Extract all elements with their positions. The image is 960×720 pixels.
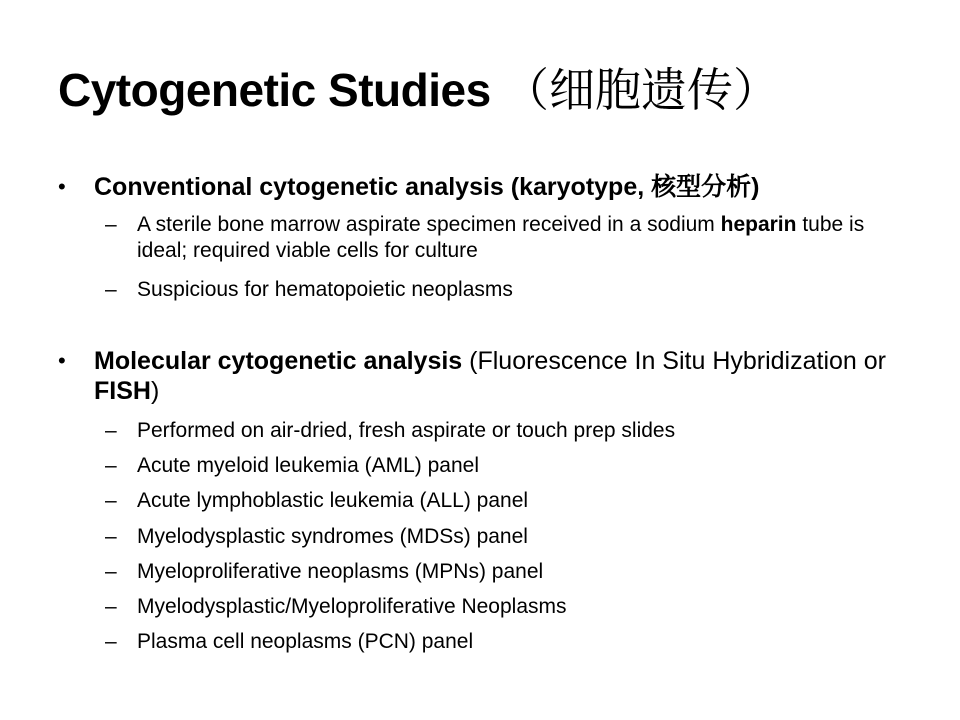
dash-marker: –: [105, 630, 117, 653]
sub-item-all-panel: [105, 488, 897, 514]
sub-item-mds-panel: [105, 524, 897, 550]
bullet-dot: •: [58, 174, 66, 199]
sub-item-performed: [105, 418, 897, 444]
heading-bold-fish: FISH: [94, 377, 151, 405]
title-chinese: （细胞遗传）: [502, 64, 779, 116]
dash-marker: –: [105, 595, 117, 618]
sub-item-heparin-specimen: [105, 212, 897, 264]
bullet-conventional-cytogenetics: [58, 172, 894, 202]
dash-marker: –: [105, 213, 117, 236]
slide-title: [58, 58, 779, 122]
heading-chinese-text: 核型分析: [651, 173, 752, 201]
sub-item-text: Myeloproliferative neoplasms (MPNs) panel: [137, 560, 544, 583]
sub-item-text: Myelodysplastic syndromes (MDSs) panel: [137, 525, 528, 548]
dash-marker: –: [105, 278, 117, 301]
sub-item-text: Acute lymphoblastic leukemia (ALL) panel: [137, 489, 529, 512]
heading-bold-text: Conventional cytogenetic analysis (karyotype,: [94, 173, 652, 201]
sub-item-text: Plasma cell neoplasms (PCN) panel: [137, 630, 474, 653]
sub-item-text: Acute myeloid leukemia (AML) panel: [137, 454, 479, 477]
sub-item-text: Performed on air-dried, fresh aspirate or touch prep slides: [137, 419, 676, 442]
heading-normal-text: (Fluorescence In Situ Hybridization or: [462, 347, 886, 375]
heading-close-paren: ): [150, 377, 160, 405]
dash-marker: –: [105, 525, 117, 548]
bullet-dot: •: [58, 348, 66, 373]
sub-item-text: Suspicious for hematopoietic neoplasms: [137, 278, 513, 301]
sub-item-text-after: tube is ideal; required viable cells for culture: [137, 213, 865, 262]
title-main: Cytogenetic Studies: [58, 64, 491, 116]
sub-item-text: Myelodysplastic/Myeloproliferative Neoplasms: [137, 595, 567, 618]
dash-marker: –: [105, 560, 117, 583]
sub-item-mpn-panel: [105, 559, 897, 585]
dash-marker: –: [105, 454, 117, 477]
sub-item-mds-mpn: [105, 594, 897, 620]
bullet-molecular-cytogenetics: [58, 346, 894, 406]
heading-bold-text: Molecular cytogenetic analysis: [94, 347, 463, 375]
sub-item-bold-heparin: heparin: [720, 213, 797, 236]
sub-item-text-before: A sterile bone marrow aspirate specimen received in a sodium: [137, 213, 721, 236]
dash-marker: –: [105, 489, 117, 512]
sub-item-suspicious: [105, 277, 897, 303]
heading-close-paren: ): [751, 173, 760, 201]
sub-item-aml-panel: [105, 453, 897, 479]
dash-marker: –: [105, 419, 117, 442]
sub-item-pcn-panel: [105, 629, 897, 655]
